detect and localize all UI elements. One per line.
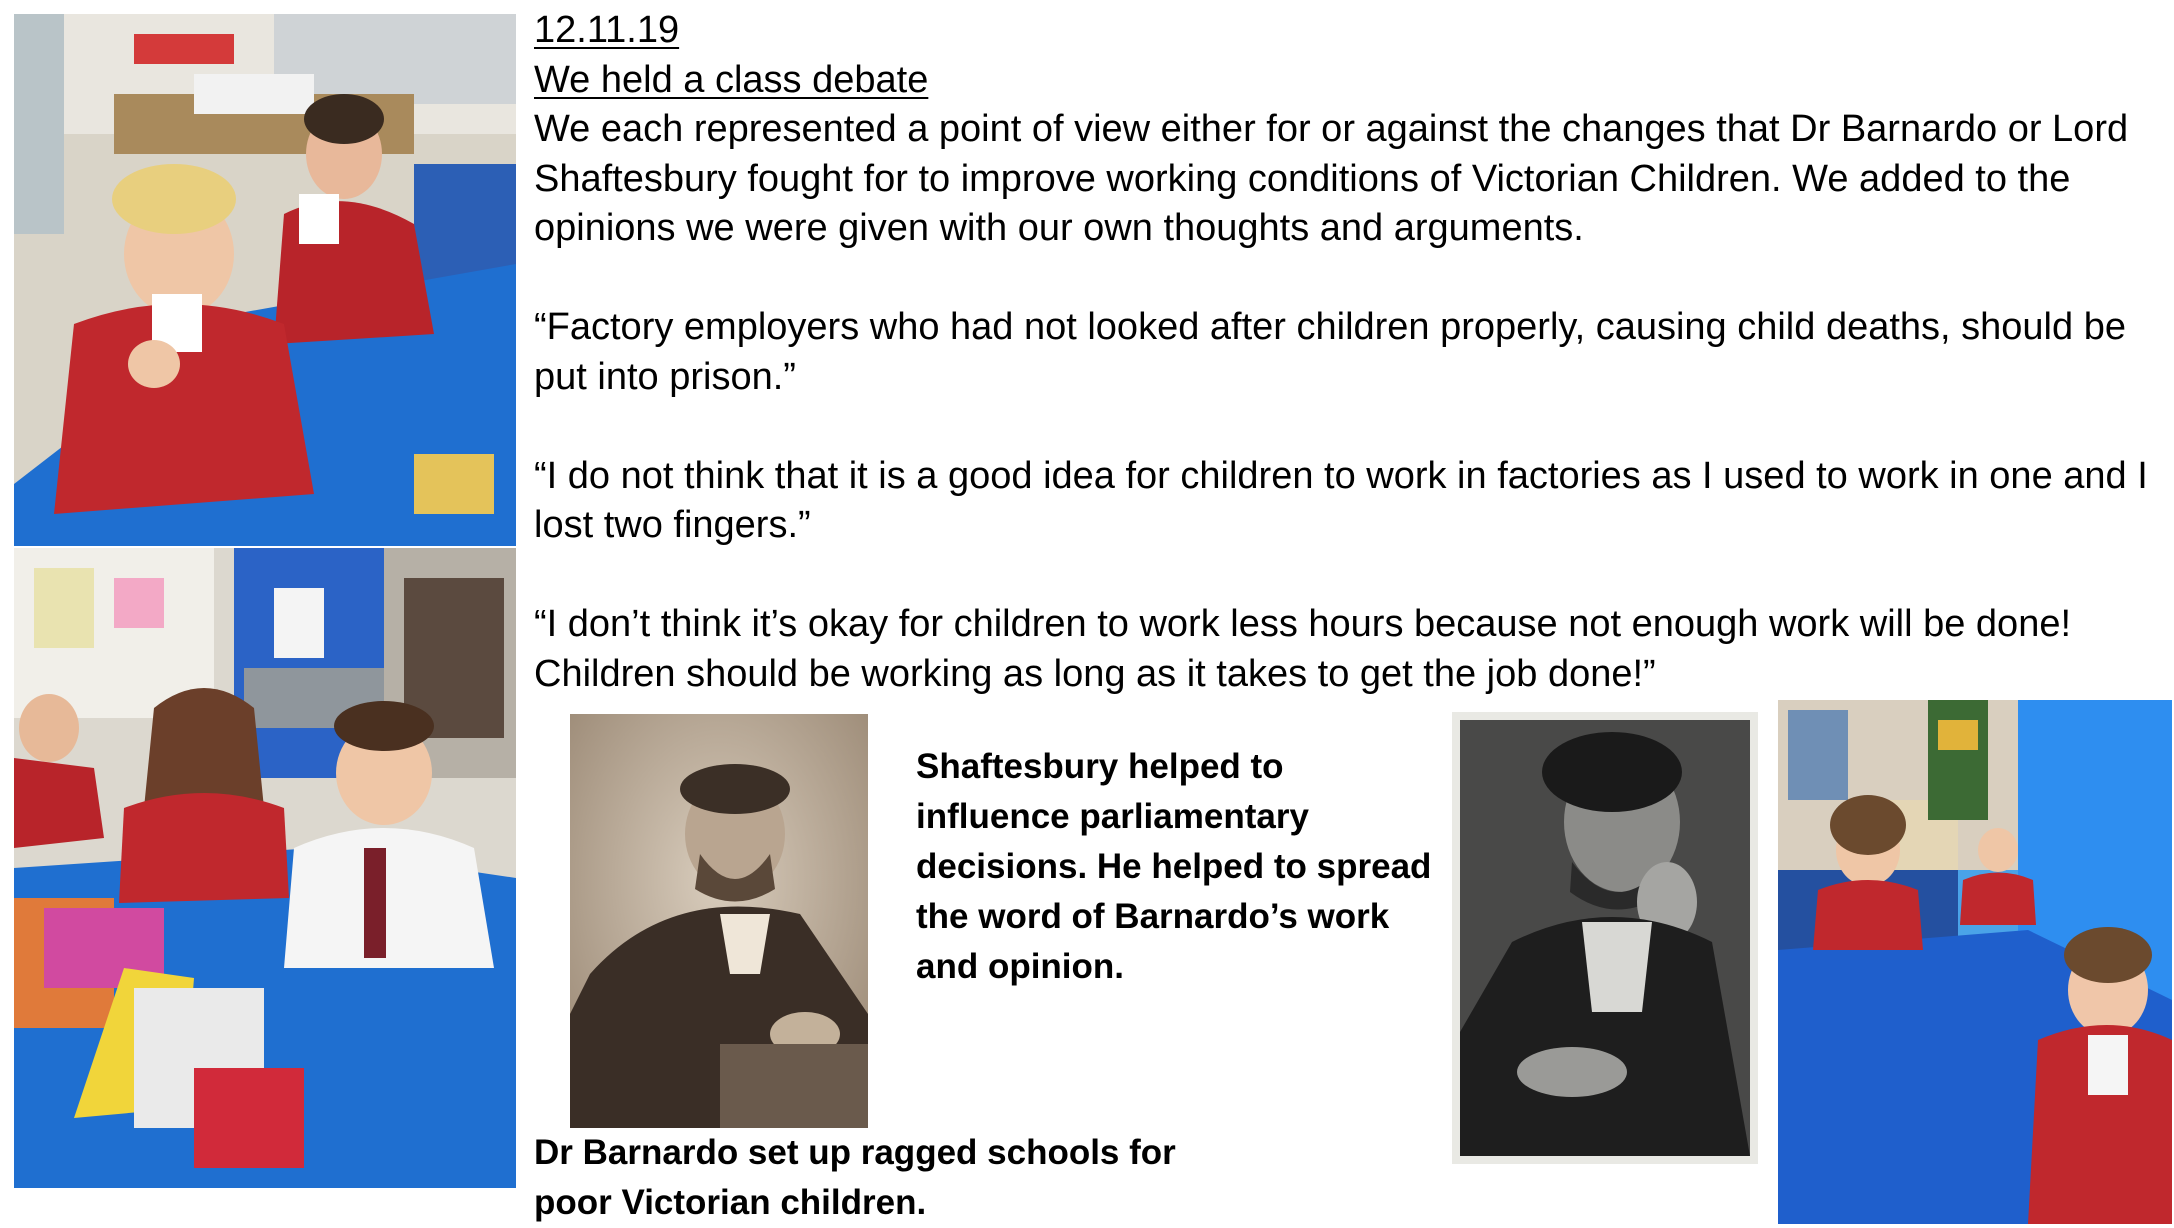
shaftesbury-portrait-photo bbox=[1452, 712, 1758, 1164]
classroom-photo-three-pupils bbox=[1778, 700, 2172, 1224]
shaftesbury-caption: Shaftesbury helped to influence parliamentary decisions. He helped to spread the word of Barnardo’s work and opinion. bbox=[916, 747, 1432, 986]
intro-paragraph: We each represented a point of view either for or against the changes that Dr Barnardo or Lord Shaftesbury fought for to improve working conditions of Victorian Children. We added to the opinions we were given with our own thoughts and arguments. bbox=[534, 108, 2129, 249]
page-title: We held a class debate bbox=[534, 58, 929, 101]
classroom-photo-three-children bbox=[14, 548, 516, 1188]
quote-paragraph: “Factory employers who had not looked after children properly, causing child deaths, should be put into prison.” bbox=[534, 306, 2126, 398]
quote-paragraph: “I don’t think it’s okay for children to work less hours because not enough work will be done! Children should be working as long as it takes to get the job done!” bbox=[534, 603, 2072, 695]
debate-text bbox=[534, 6, 2154, 699]
barnardo-portrait-photo bbox=[570, 714, 868, 1128]
classroom-photo-two-boys bbox=[14, 14, 516, 546]
date-heading: 12.11.19 bbox=[534, 9, 680, 51]
barnardo-caption: Dr Barnardo set up ragged schools for poor Victorian children. bbox=[534, 1133, 1176, 1222]
quote-paragraph: “I do not think that it is a good idea for children to work in factories as I used to work in one and I lost two fingers.” bbox=[534, 454, 2148, 546]
